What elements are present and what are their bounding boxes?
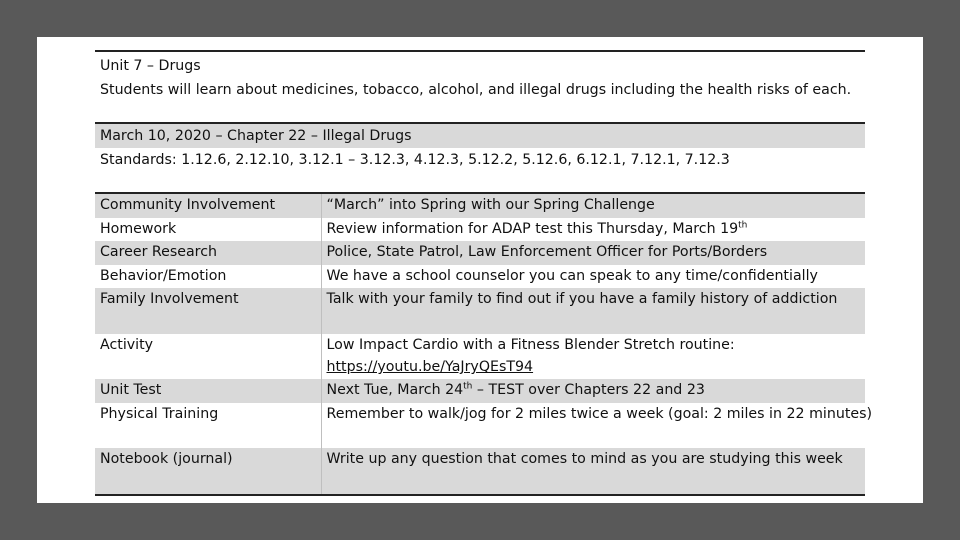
document [95, 50, 873, 496]
activity-text: Low Impact Cardio with a Fitness Blender Stretch routine: [326, 337, 735, 354]
unit-test-text-end: – TEST over Chapters 22 and 23 [472, 382, 705, 399]
row-label-community: Community Involvement [95, 193, 321, 218]
row-value-community: “March” into Spring with our Spring Challenge [321, 193, 865, 218]
table-row [95, 403, 865, 427]
row-label-training: Physical Training [95, 403, 321, 427]
row-value-career: Police, State Patrol, Law Enforcement Officer for Ports/Borders [321, 241, 865, 265]
row-label-notebook: Notebook (journal) [95, 448, 321, 495]
row-label-behavior: Behavior/Emotion [95, 265, 321, 289]
row-value-behavior: We have a school counselor you can speak to any time/confidentially [326, 267, 818, 284]
lesson-date-chapter: March 10, 2020 – Chapter 22 – Illegal Drugs [95, 124, 865, 148]
row-label-career: Career Research [95, 241, 321, 265]
row-label-homework: Homework [95, 218, 321, 242]
row-value-notebook: Write up any question that comes to mind as you are studying this week [321, 448, 865, 495]
lesson-standards: Standards: 1.12.6, 2.12.10, 3.12.1 – 3.12.3, 4.12.3, 5.12.2, 5.12.6, 6.12.1, 7.12.1, 7.12.3 [100, 152, 730, 168]
homework-sup: th [738, 219, 748, 230]
row-label-unit-test: Unit Test [95, 379, 321, 403]
homework-text: Review information for ADAP test this Thursday, March 19 [326, 220, 739, 237]
table-row [95, 265, 865, 289]
row-value-unit-test [321, 379, 865, 403]
row-value-activity [321, 334, 865, 379]
row-value-homework [321, 218, 865, 242]
table-row [95, 334, 865, 379]
lesson-header [95, 122, 865, 172]
row-value-training: Remember to walk/jog for 2 miles twice a week (goal: 2 miles in 22 minutes) [326, 405, 873, 422]
row-label-activity: Activity [95, 334, 321, 379]
table-row [95, 448, 865, 495]
table-row [95, 241, 865, 265]
slide [37, 37, 923, 503]
table-row [95, 288, 865, 334]
row-label-family: Family Involvement [95, 288, 321, 334]
unit-title: Unit 7 – Drugs [100, 58, 201, 74]
table-row [95, 193, 865, 218]
unit-header [95, 50, 865, 102]
table-row [95, 218, 865, 242]
unit-test-text: Next Tue, March 24 [326, 382, 464, 399]
unit-description: Students will learn about medicines, tobacco, alcohol, and illegal drugs including the health risks of each. [100, 82, 852, 98]
unit-test-sup: th [463, 381, 473, 392]
table-row [95, 427, 865, 448]
lesson-table [95, 192, 873, 496]
table-row [95, 379, 865, 403]
row-value-family: Talk with your family to find out if you have a family history of addiction [321, 288, 865, 334]
activity-link[interactable]: https://youtu.be/YaJryQEsT94 [326, 359, 534, 376]
